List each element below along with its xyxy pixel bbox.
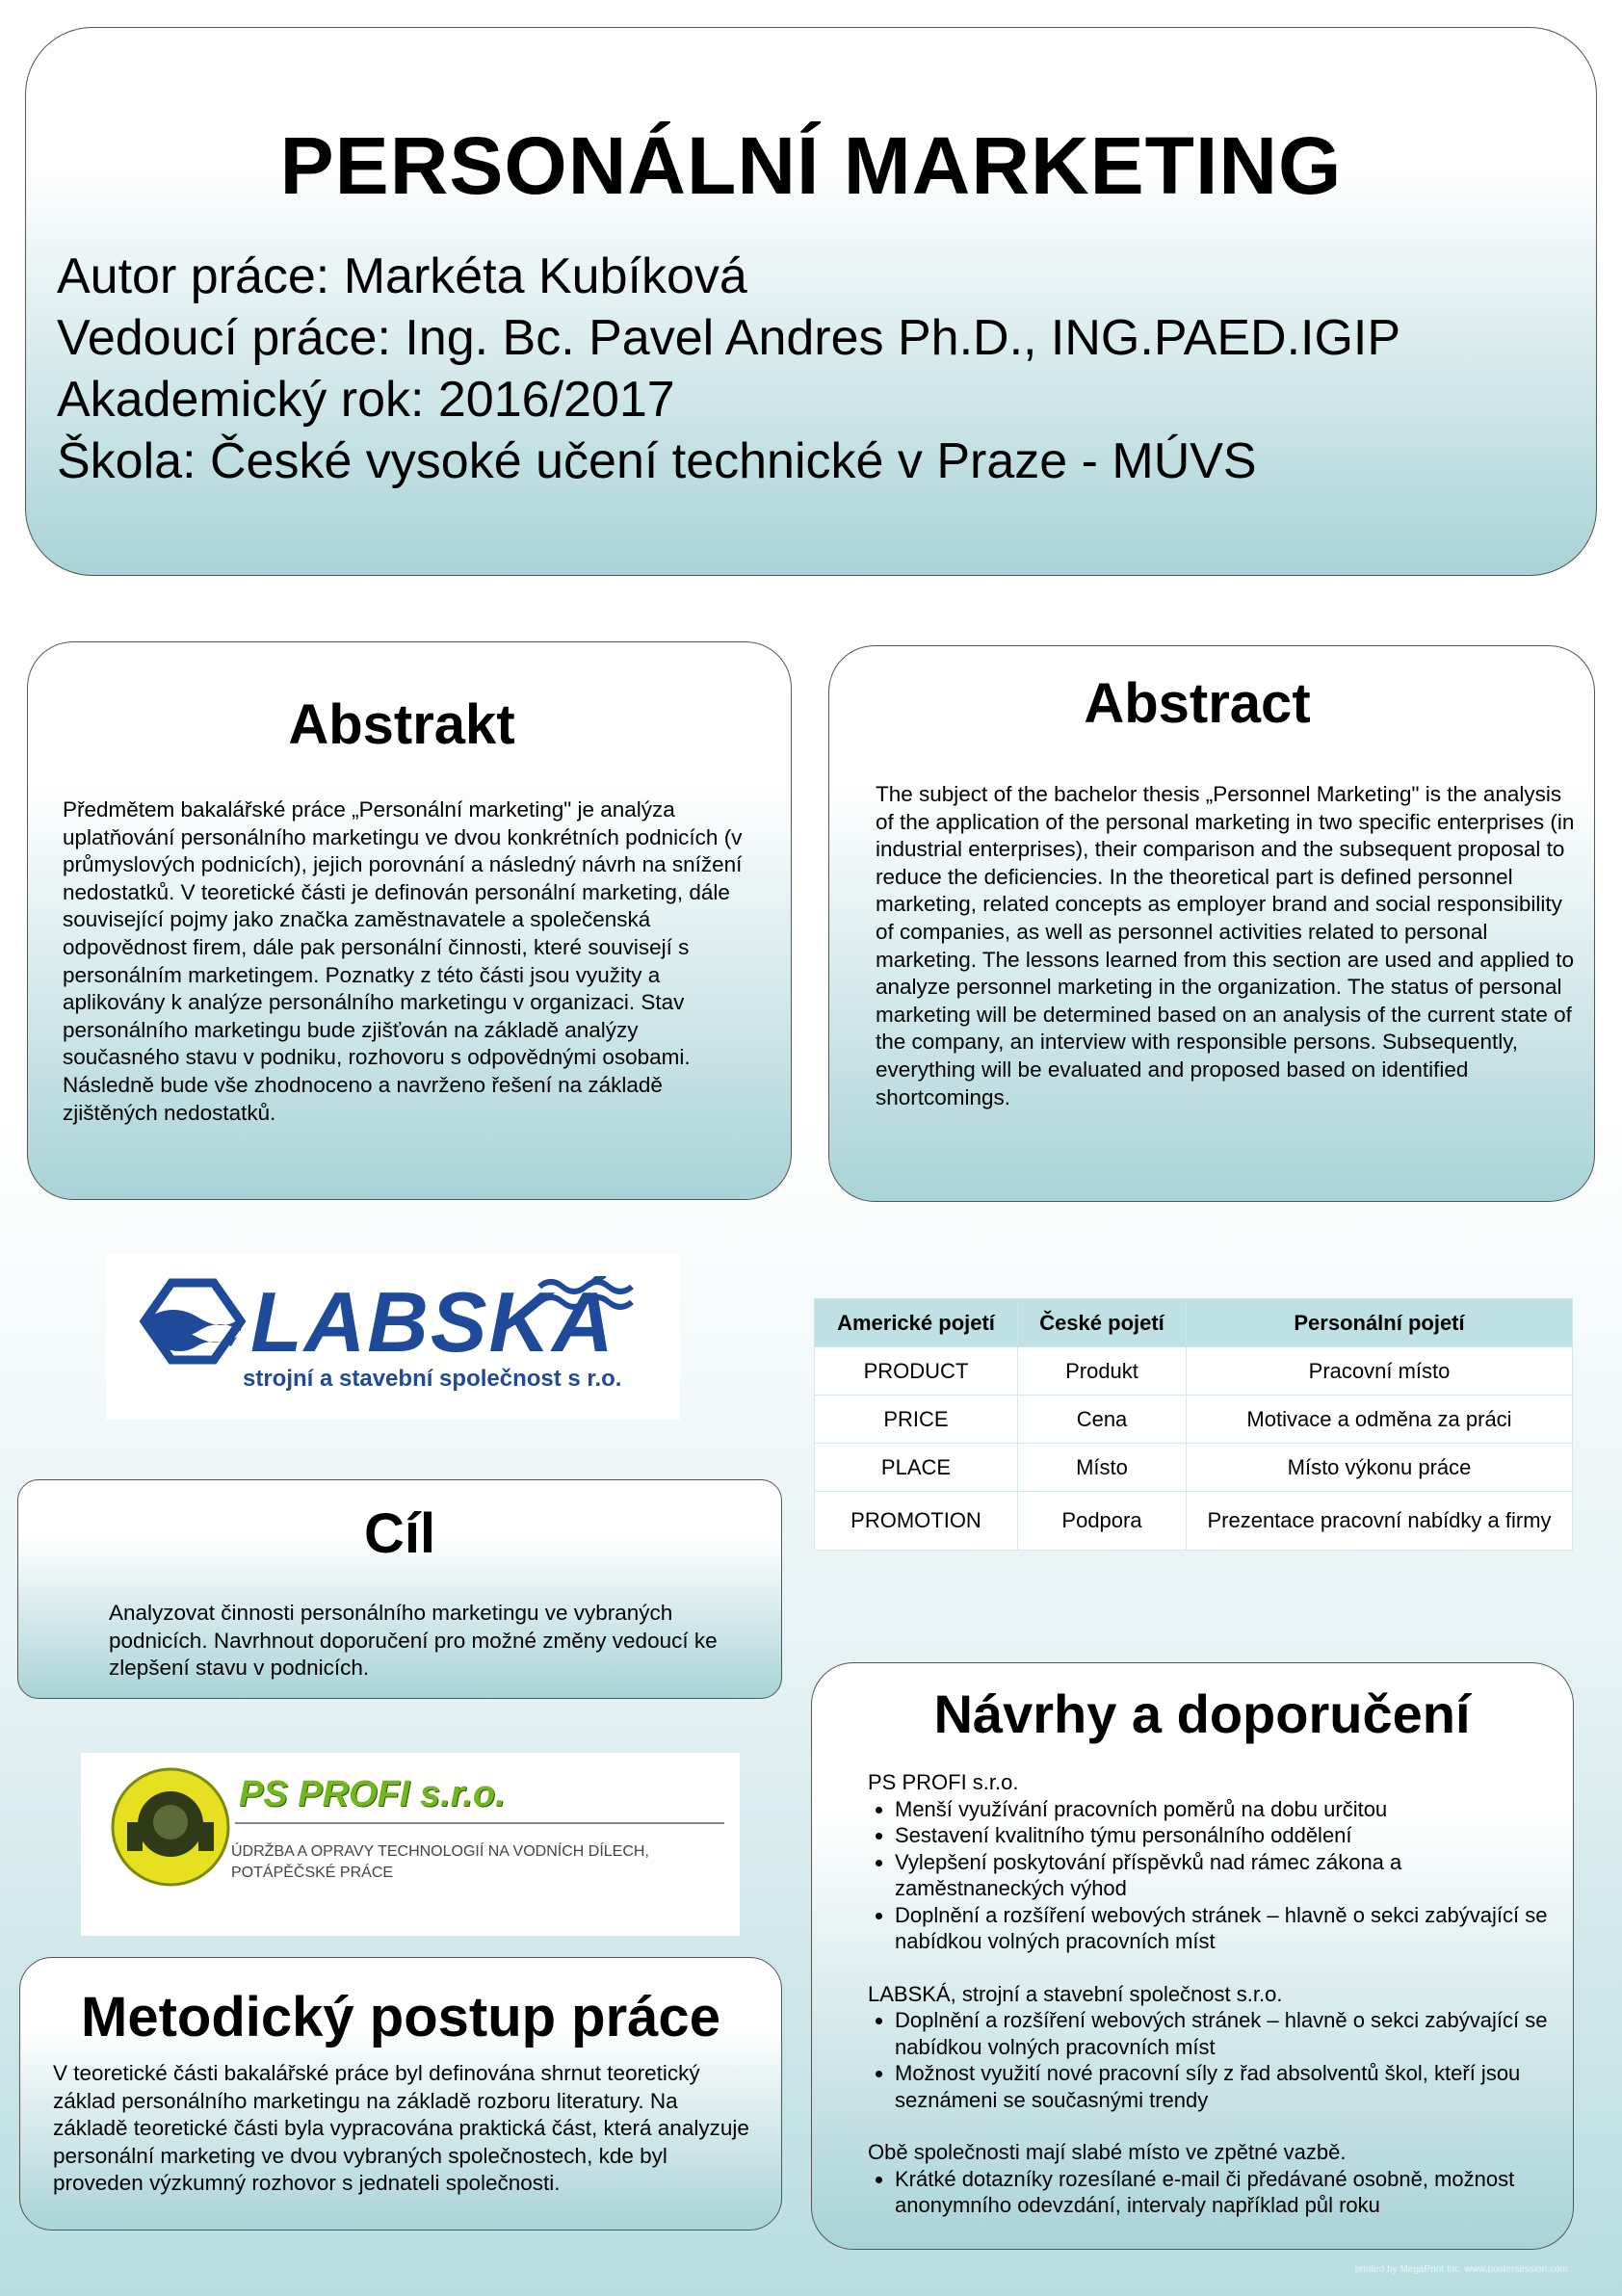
abstrakt-heading: Abstrakt	[288, 693, 515, 756]
abstract-heading: Abstract	[1084, 672, 1311, 735]
table-cell: PLACE	[815, 1444, 1018, 1492]
diver-helmet-icon	[108, 1764, 233, 1890]
psprofi-logo-name: PS PROFI s.r.o.	[239, 1774, 506, 1814]
poster-title: PERSONÁLNÍ MARKETING	[279, 120, 1343, 211]
header-box	[25, 27, 1597, 576]
supervisor-line: Vedoucí práce: Ing. Bc. Pavel Andres Ph.D., ING.PAED.IGIP	[57, 310, 1401, 366]
navrhy-content	[868, 1769, 1561, 2219]
table-cell: Prezentace pracovní nabídky a firmy	[1187, 1492, 1573, 1551]
table-cell: Cena	[1018, 1396, 1187, 1444]
list-item: • Možnost využití nové pracovní síly z řad absolventů škol, kteří jsou seznámeni se současnými trendy	[895, 2060, 1561, 2113]
list-item: • Menší využívání pracovních poměrů na dobu určitou	[895, 1796, 1561, 1823]
psprofi-logo-line1: ÚDRŽBA A OPRAVY TECHNOLOGIÍ NA VODNÍCH DÍLECH,	[231, 1843, 649, 1860]
table-row	[815, 1396, 1573, 1444]
list-item: • Vylepšení poskytování příspěvků nad rámec zákona a zaměstnaneckých výhod	[895, 1849, 1561, 1902]
labska-logo-name: LABSKÁ	[250, 1274, 615, 1370]
list-item: • Doplnění a rozšíření webových stránek – hlavně o sekci zabývající se nabídkou volných pracovních míst	[895, 2007, 1561, 2060]
psprofi-logo	[81, 1753, 740, 1936]
table-header-cell: České pojetí	[1018, 1299, 1187, 1347]
list-item: • Sestavení kvalitního týmu personálního oddělení	[895, 1822, 1561, 1849]
navrhy-group2-list	[868, 2007, 1561, 2113]
header-meta	[57, 246, 1400, 492]
psprofi-logo-line2: POTÁPĚČSKÉ PRÁCE	[231, 1865, 394, 1881]
list-item: • Krátké dotazníky rozesílané e-mail či předávané osobně, možnost anonymního odevzdání, intervaly například půl roku	[895, 2166, 1561, 2219]
academic-year-line: Akademický rok: 2016/2017	[57, 372, 675, 428]
navrhy-group1-list	[868, 1796, 1561, 1955]
table-header-cell: Personální pojetí	[1187, 1299, 1573, 1347]
cil-text: Analyzovat činnosti personálního marketingu ve vybraných podnicích. Navrhnout doporučení pro možné změny vedoucí ke zlepšení stavu v podnicích.	[109, 1601, 718, 1681]
navrhy-group3-title: Obě společnosti mají slabé místo ve zpětné vazbě.	[868, 2140, 1347, 2164]
navrhy-group1-title: PS PROFI s.r.o.	[868, 1770, 1019, 1794]
cil-heading: Cíl	[363, 1502, 436, 1565]
navrhy-group3-list	[868, 2166, 1561, 2219]
abstrakt-text: Předmětem bakalářské práce „Personální marketing" je analýza uplatňování personálního marketingu ve dvou konkrétních podnicích (v průmyslových podnicích), jejich porovnání a následný návrh na snížení nedostatků. V teoretické části je definován personální marketing, dále související pojmy jako značka zaměstnavatele a společenská odpovědnost firem, dále pak personální činnosti, které souvisejí s personálním marketingem. Poznatky z této části jsou využity a aplikovány k analýze personálního marketingu v organizaci. Stav personálního marketingu bude zjišťován na základě analýzy současného stavu v podniku, rozhovoru s odpovědnými osobami. Následně bude vše zhodnoceno a navrženo řešení na základě zjištěných nedostatků.	[63, 797, 743, 1125]
table-cell: Pracovní místo	[1187, 1347, 1573, 1396]
table-cell: PRODUCT	[815, 1347, 1018, 1396]
table-header-cell: Americké pojetí	[815, 1299, 1018, 1347]
navrhy-box	[811, 1662, 1574, 2250]
metodika-text: V teoretické části bakalářské práce byl definována shrnut teoretický základ personálního marketingu na základě rozboru literatury. Na základě teoretické části byla vypracována praktická část, která analyzuje personální marketing ve dvou vybraných společnostech, kde byl proveden výzkumný rozhovor s jednateli společnosti.	[53, 2061, 749, 2196]
metodika-box	[19, 1957, 782, 2231]
marketing-mix-table	[814, 1298, 1573, 1551]
school-line: Škola: České vysoké učení technické v Praze - MÚVS	[57, 433, 1257, 489]
table-row	[815, 1347, 1573, 1396]
table-cell: PROMOTION	[815, 1492, 1018, 1551]
table-cell: Motivace a odměna za práci	[1187, 1396, 1573, 1444]
labska-logo-subtitle: strojní a stavební společnost s r.o.	[243, 1366, 622, 1392]
navrhy-group2-title: LABSKÁ, strojní a stavební společnost s.r.o.	[868, 1981, 1283, 2006]
table-header-row	[815, 1299, 1573, 1347]
footer-printer-credit: printed by MegaPrint Inc. www.postersession.com	[1354, 2264, 1568, 2275]
metodika-heading: Metodický postup práce	[81, 1986, 720, 2048]
table-cell: Místo výkonu práce	[1187, 1444, 1573, 1492]
table-cell: Produkt	[1018, 1347, 1187, 1396]
abstract-text: The subject of the bachelor thesis „Personnel Marketing" is the analysis of the application of the personal marketing in two specific enterprises (in industrial enterprises), their comparison and the subsequent proposal to reduce the deficiencies. In the theoretical part is defined personnel marketing, related concepts as employer brand and social responsibility of companies, as well as personnel activities related to personal marketing. The lessons learned from this section are used and applied to analyze personnel marketing in the organization. The status of personal marketing will be determined based on an analysis of the current state of the company, an interview with responsible persons. Subsequently, everything will be evaluated and proposed based on identified shortcomings.	[876, 782, 1575, 1109]
psprofi-logo-divider	[235, 1822, 724, 1824]
list-item: • Doplnění a rozšíření webových stránek – hlavně o sekci zabývající se nabídkou volných pracovních míst	[895, 1902, 1561, 1955]
table-cell: PRICE	[815, 1396, 1018, 1444]
author-line: Autor práce: Markéta Kubíková	[57, 248, 747, 304]
table-row	[815, 1492, 1573, 1551]
abstrakt-box	[27, 641, 792, 1200]
abstract-box	[828, 645, 1595, 1202]
labska-logo	[106, 1254, 680, 1420]
navrhy-heading: Návrhy a doporučení	[933, 1683, 1471, 1744]
table-row	[815, 1444, 1573, 1492]
table-cell: Místo	[1018, 1444, 1187, 1492]
table-cell: Podpora	[1018, 1492, 1187, 1551]
cil-box	[17, 1479, 782, 1699]
